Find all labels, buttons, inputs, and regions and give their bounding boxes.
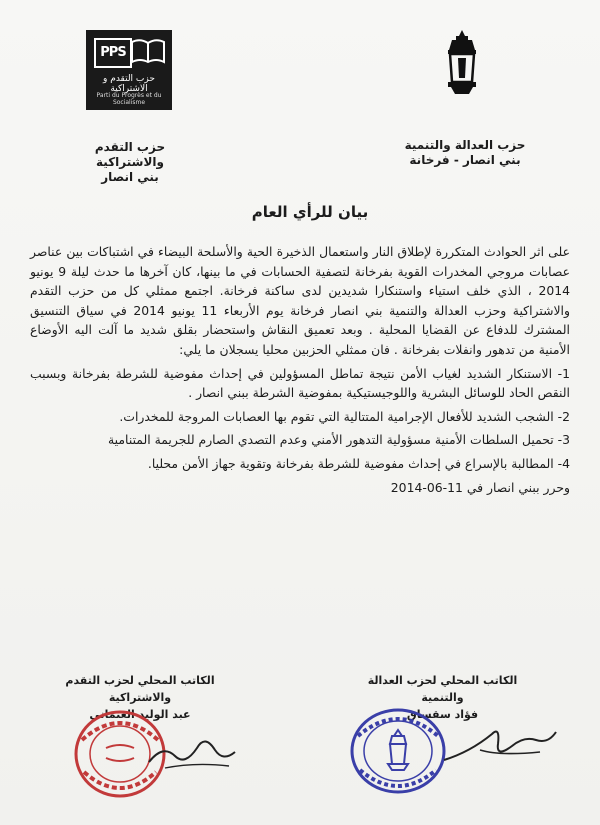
book-icon	[130, 38, 166, 64]
right-party-name: حزب العدالة والتنمية	[404, 138, 526, 152]
pjd-stamp	[348, 706, 448, 796]
intro-paragraph: على اثر الحوادث المتكررة لإطلاق النار واستعمال الذخيرة الحية والأسلحة البيضاء في اشتباكات بين عناصر عصابات مروجي المخدرات القوية بفرخانة لتصفية الحسابات في ما بينها، كان آخرها ما حدث ليلة 9 يونيو 2014 ، الذي خلف استياء واستنكارا شديدين لدى ساكنة فرخانة. اجتمع ممثلي كل من حزب التقدم والاشتراكية وحزب العدالة والتنمية بني انصار فرخانة يوم الأربعاء 11 يونيو 2014 في سياق التنسيق المشترك للدفاع عن القضايا المحلية . وبعد تعميق النقاش واستحضار بقلق شديد ما آلت اليه الأوضاع الأمنية من تدهور وانفلات بفرخانة . فان ممثلي الحزبين محليا يسجلان ما يلي:	[30, 244, 570, 357]
right-signatory-name: فؤاد سقساق	[406, 708, 479, 721]
point-item: 1- الاستنكار الشديد لغياب الأمن نتيجة تماطل المسؤولين في إحداث مفوضية للشرطة بفرخانة وبسبب النقص الحاد للوسائل البشرية واللوجيستيكية بمفوضية الشرطة ببني انصار .	[30, 365, 570, 401]
pps-logo-arabic: حزب التقدم و الاشتراكية	[103, 74, 155, 94]
pps-logo-french: Parti du Progrès et du Socialisme	[96, 92, 162, 106]
point-item: 3- تحميل السلطات الأمنية مسؤولية التدهور الأمني وعدم التصدي الصارم للجريمة المتنامية	[108, 432, 570, 448]
right-party-header	[400, 138, 530, 168]
point-item: 4- المطالبة بالإسراع في إحداث مفوضية للشرطة بفرخانة وتقوية جهاز الأمن محليا.	[147, 455, 570, 471]
pps-logo-mark: PPS	[94, 38, 132, 68]
left-party-header	[60, 140, 200, 185]
left-party-name: حزب التقدم والاشتراكية	[94, 140, 166, 169]
document-title: بيان للرأي العام	[251, 203, 369, 221]
left-signatory-name: عبد الوليد العثماني	[89, 708, 191, 721]
right-party-location: بني انصار - فرخانة	[409, 153, 521, 167]
point-item: 2- الشجب الشديد للأفعال الإجرامية المتتالية التي تقوم بها العصابات المروجة للمخدرات.	[119, 408, 570, 424]
right-signatory-title: الكاتب المحلي لحزب العدالة والتنمية	[367, 674, 518, 704]
left-party-location: بني انصار	[101, 170, 159, 184]
statement-body	[30, 242, 570, 497]
closing-line: وحرر ببني انصار في 11-06-2014	[390, 479, 570, 495]
right-signature	[440, 712, 560, 772]
pps-logo	[86, 30, 172, 110]
left-signatory-title: الكاتب المحلي لحزب التقدم والاشتراكية	[65, 674, 215, 704]
left-signature	[145, 722, 240, 777]
pjd-lantern-logo	[442, 28, 482, 114]
